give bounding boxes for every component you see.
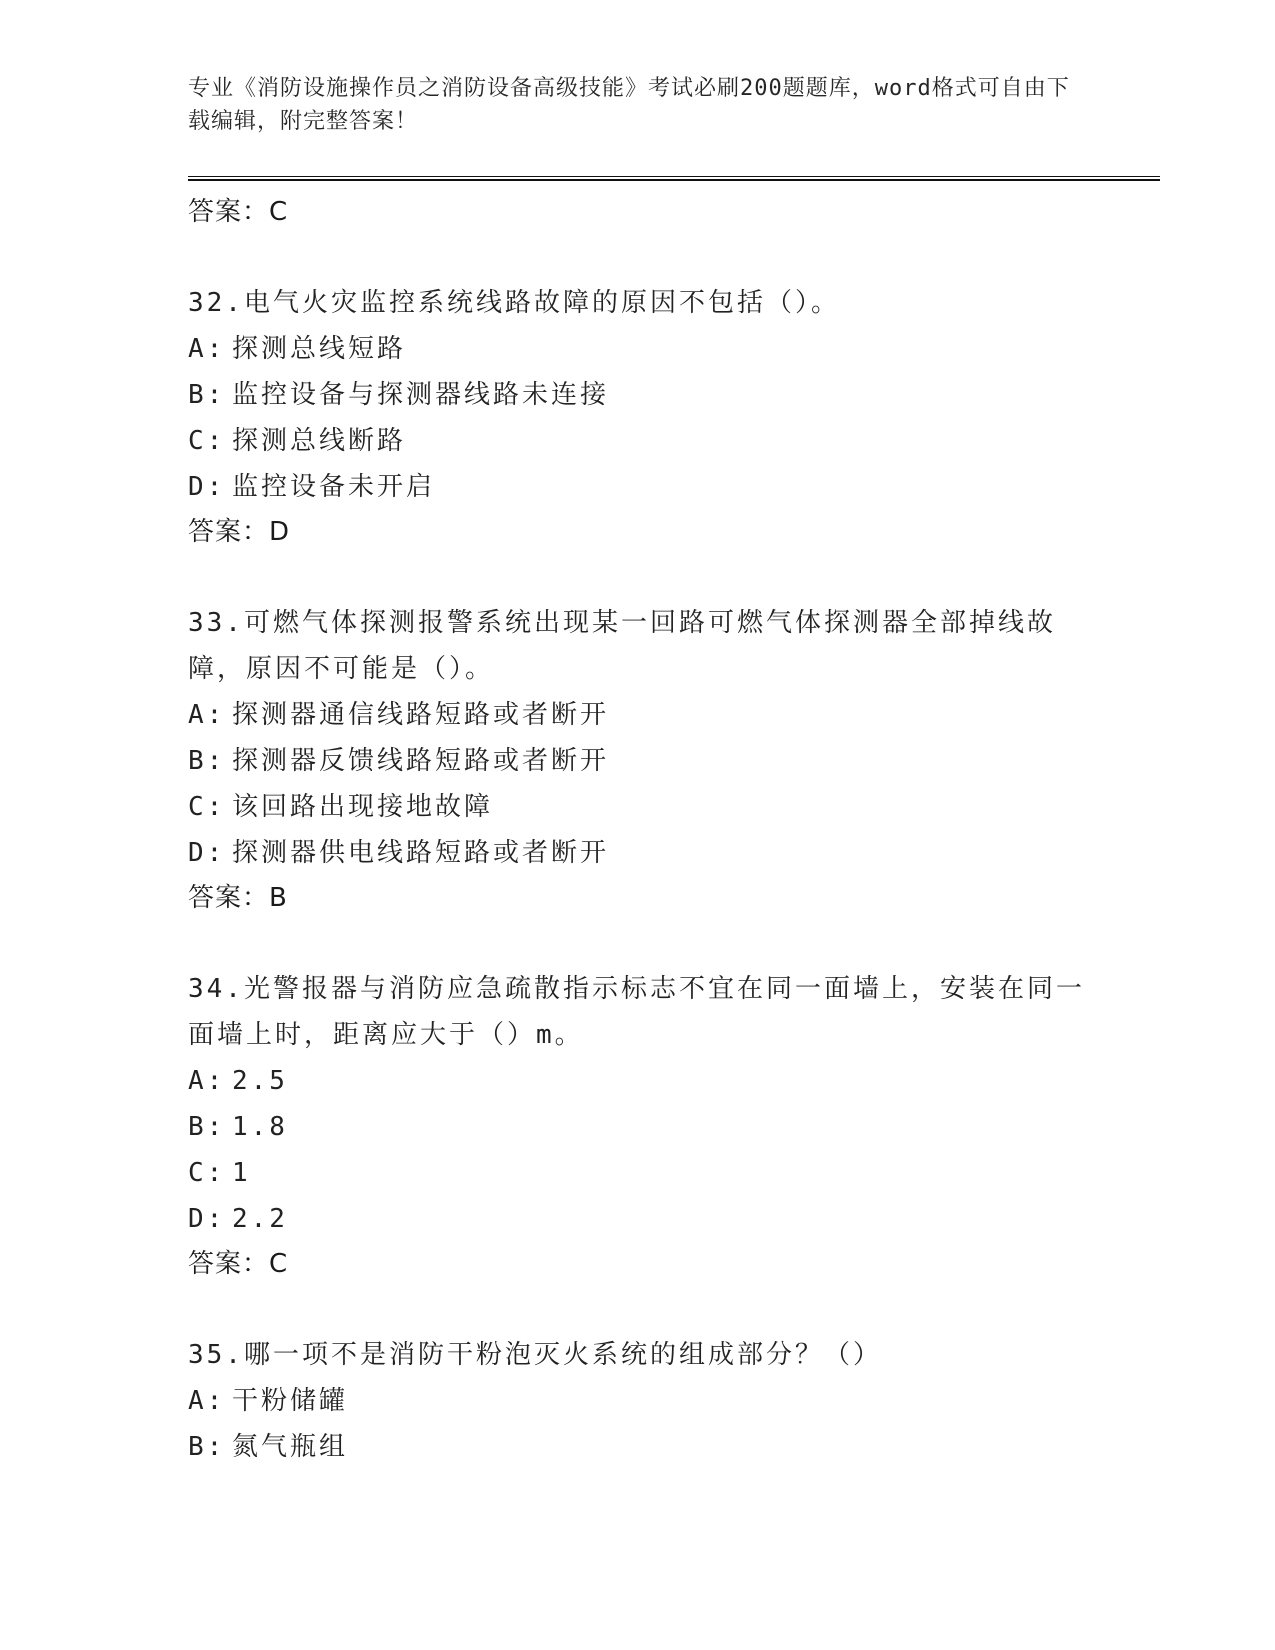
option-letter: D: <box>188 1204 226 1234</box>
option-d <box>188 1196 1088 1242</box>
option-b <box>188 372 1088 418</box>
question-stem: 32.电气火灾监控系统线路故障的原因不包括（）。 <box>188 288 840 318</box>
option-text: 氮气瓶组 <box>232 1432 349 1462</box>
option-text: 探测器供电线路短路或者断开 <box>232 838 610 868</box>
option-b <box>188 1424 1088 1470</box>
option-letter: A: <box>188 1386 226 1416</box>
question-stem: 34.光警报器与消防应急疏散指示标志不宜在同一面墙上，安装在同一面墙上时，距离应大于（）m。 <box>188 974 1085 1050</box>
option-letter: D: <box>188 838 226 868</box>
option-b <box>188 738 1088 784</box>
option-text: 探测器通信线路短路或者断开 <box>232 700 610 730</box>
option-letter: B: <box>188 746 226 776</box>
option-c <box>188 1150 1088 1196</box>
option-letter: D: <box>188 472 226 502</box>
answer-line: 答案：C <box>188 1249 289 1279</box>
option-text: 探测总线短路 <box>232 334 407 364</box>
question-list <box>188 190 1088 1470</box>
option-letter: A: <box>188 700 226 730</box>
option-text: 2.5 <box>232 1066 288 1096</box>
option-letter: B: <box>188 1432 226 1462</box>
option-c <box>188 784 1088 830</box>
option-text: 1 <box>232 1158 251 1188</box>
option-d <box>188 464 1088 510</box>
answer-line: 答案：C <box>188 197 289 227</box>
option-text: 2.2 <box>232 1204 288 1234</box>
question-stem: 35.哪一项不是消防干粉泡灭火系统的组成部分？（） <box>188 1340 882 1370</box>
question-block <box>188 966 1088 1286</box>
option-letter: B: <box>188 1112 226 1142</box>
option-text: 1.8 <box>232 1112 288 1142</box>
option-d <box>188 830 1088 876</box>
option-a <box>188 1058 1088 1104</box>
option-text: 探测器反馈线路短路或者断开 <box>232 746 610 776</box>
option-letter: A: <box>188 334 226 364</box>
option-text: 干粉储罐 <box>232 1386 349 1416</box>
option-letter: A: <box>188 1066 226 1096</box>
option-text: 监控设备未开启 <box>232 472 436 502</box>
option-letter: C: <box>188 426 226 456</box>
option-letter: B: <box>188 380 226 410</box>
option-text: 该回路出现接地故障 <box>232 792 494 822</box>
option-letter: C: <box>188 792 226 822</box>
answer-line: 答案：D <box>188 517 291 547</box>
option-a <box>188 1378 1088 1424</box>
option-a <box>188 326 1088 372</box>
option-text: 监控设备与探测器线路未连接 <box>232 380 610 410</box>
question-block <box>188 600 1088 920</box>
option-b <box>188 1104 1088 1150</box>
answer-line: 答案：B <box>188 883 288 913</box>
option-letter: C: <box>188 1158 226 1188</box>
option-a <box>188 692 1088 738</box>
option-text: 探测总线断路 <box>232 426 407 456</box>
question-block <box>188 280 1088 554</box>
header-divider-thick <box>188 179 1160 181</box>
header-divider-thin <box>188 176 1160 177</box>
question-stem: 33.可燃气体探测报警系统出现某一回路可燃气体探测器全部掉线故障，原因不可能是（）。 <box>188 608 1056 684</box>
question-block <box>188 1332 1088 1470</box>
option-c <box>188 418 1088 464</box>
document-header: 专业《消防设施操作员之消防设备高级技能》考试必刷200题题库，word格式可自由下载编辑，附完整答案！ <box>188 76 1070 134</box>
